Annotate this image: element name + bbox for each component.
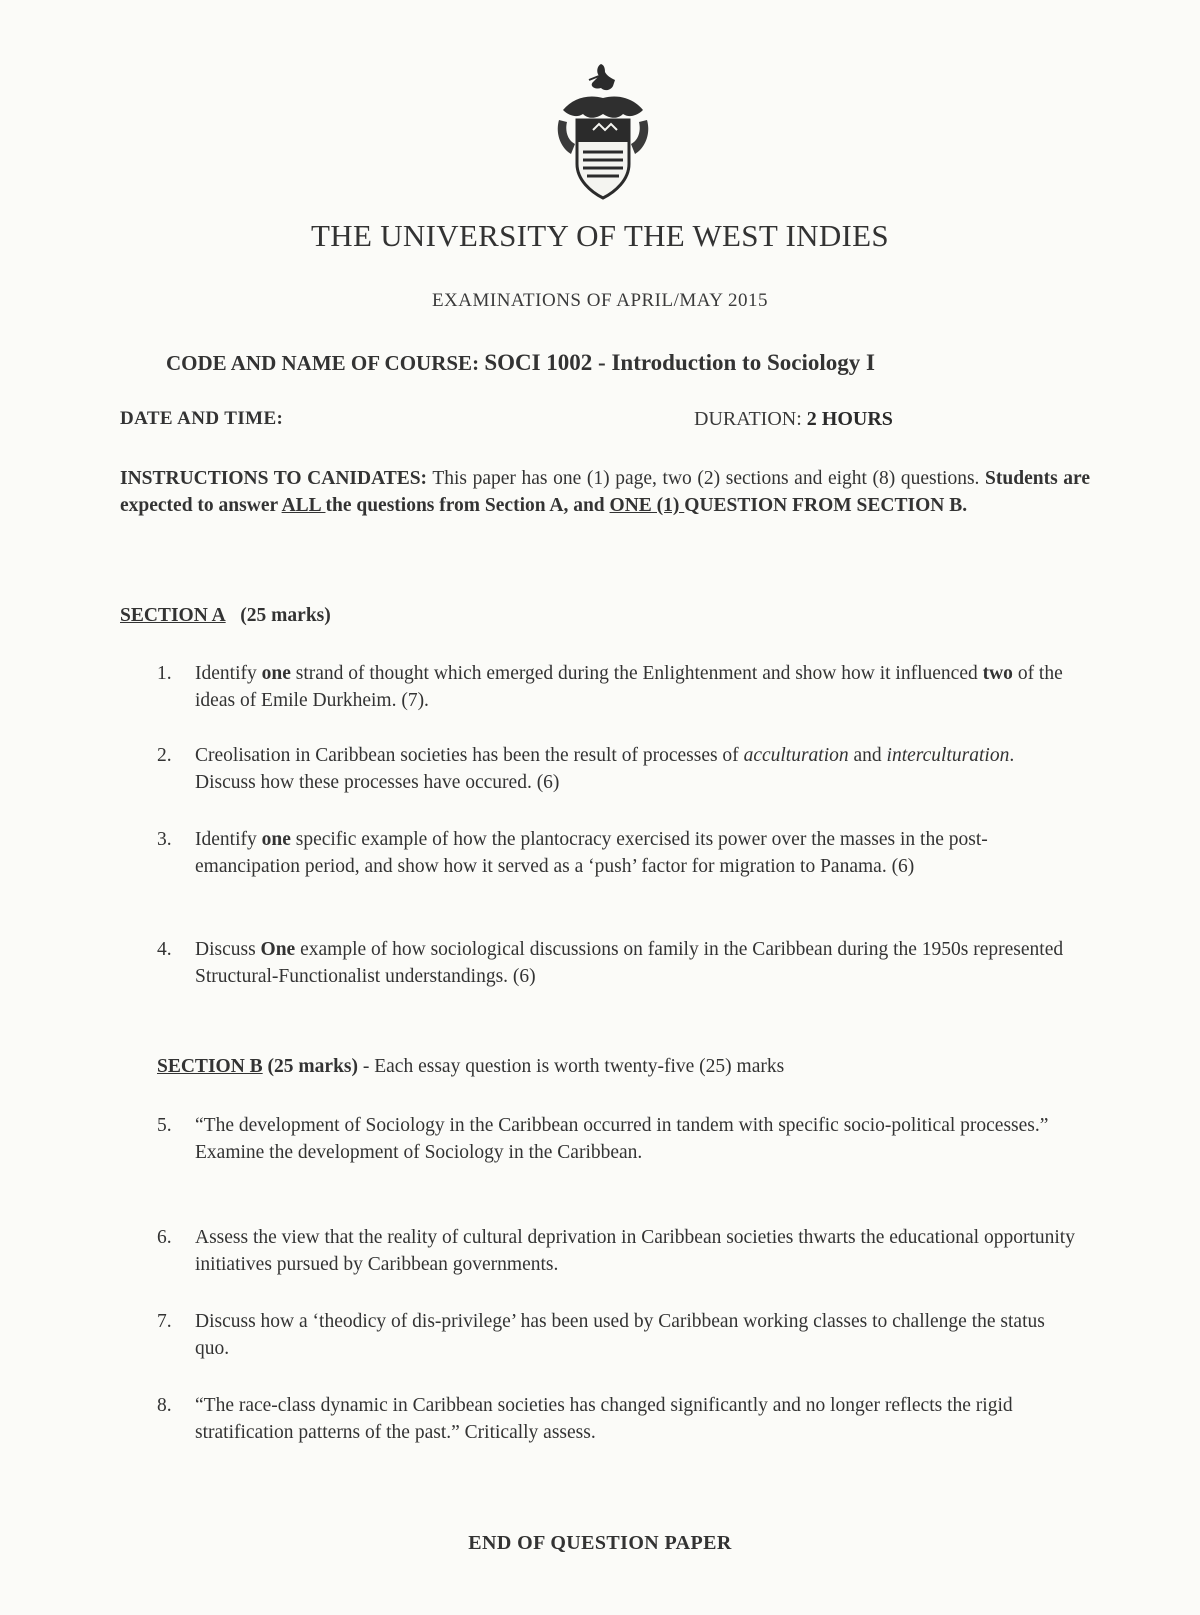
instructions — [120, 465, 1090, 519]
instructions-all: ALL — [281, 495, 326, 516]
section-b-heading — [157, 1056, 784, 1078]
section-a-title: SECTION A — [120, 605, 226, 626]
section-b-marks: (25 marks) — [267, 1056, 358, 1077]
course-line — [166, 350, 875, 376]
question-text: Identify one strand of thought which emerged during the Enlightenment and show how it influenced two of the ideas of Emile Durkheim. (7). — [195, 663, 1063, 711]
instructions-bold: Students are expected to answer — [120, 468, 1090, 516]
question-8 — [157, 1392, 1077, 1446]
question-2 — [157, 742, 1077, 796]
question-1 — [157, 660, 1077, 714]
university-crest-icon — [553, 60, 653, 205]
instructions-bold-2: the questions from Section A, and — [325, 495, 610, 516]
duration — [694, 408, 893, 431]
question-3 — [157, 826, 1077, 880]
question-number: 1. — [157, 663, 172, 684]
course-name: SOCI 1002 - Introduction to Sociology I — [484, 350, 875, 375]
question-text: “The development of Sociology in the Caribbean occurred in tandem with specific socio-political processes.” Examine the development of Sociology in the Caribbean. — [195, 1115, 1049, 1163]
section-b-note: - Each essay question is worth twenty-five (25) marks — [362, 1056, 785, 1077]
question-text: Assess the view that the reality of cultural deprivation in Caribbean societies thwarts the educational opportunity initiatives pursued by Caribbean governments. — [195, 1227, 1075, 1275]
section-b-title: SECTION B — [157, 1056, 263, 1077]
duration-value: 2 HOURS — [806, 408, 893, 430]
question-number: 4. — [157, 939, 172, 960]
question-text: Identify one specific example of how the plantocracy exercised its power over the masses in the post-emancipation period, and show how it served as a ‘push’ factor for migration to Panama. (6) — [195, 829, 988, 877]
instructions-label: INSTRUCTIONS TO CANIDATES: — [120, 468, 428, 489]
question-number: 3. — [157, 829, 172, 850]
section-a-marks: (25 marks) — [240, 605, 331, 626]
instructions-bold-3: QUESTION FROM SECTION B. — [684, 495, 968, 516]
question-number: 6. — [157, 1227, 172, 1248]
question-number: 8. — [157, 1395, 172, 1416]
section-a-heading — [120, 605, 331, 627]
question-text: Creolisation in Caribbean societies has been the result of processes of acculturation and interculturation. Discuss how these processes have occured. (6) — [195, 745, 1015, 793]
question-6 — [157, 1224, 1077, 1278]
question-text: Discuss One example of how sociological discussions on family in the Caribbean during the 1950s represented Structural-Functionalist understandings. (6) — [195, 939, 1064, 987]
question-text: Discuss how a ‘theodicy of dis-privilege’ has been used by Caribbean working classes to challenge the status quo. — [195, 1311, 1045, 1359]
exam-session: EXAMINATIONS OF APRIL/MAY 2015 — [431, 290, 769, 311]
question-number: 2. — [157, 745, 172, 766]
instructions-text: This paper has one (1) page, two (2) sections and eight (8) questions. — [427, 468, 986, 489]
date-label: DATE AND TIME: — [120, 408, 284, 429]
university-name: THE UNIVERSITY OF THE WEST INDIES — [311, 218, 889, 253]
question-4 — [157, 936, 1077, 990]
end-of-paper: END OF QUESTION PAPER — [468, 1532, 732, 1554]
instructions-one: ONE (1) — [609, 495, 685, 516]
duration-label: DURATION: — [694, 408, 802, 430]
question-text: “The race-class dynamic in Caribbean societies has changed significantly and no longer reflects the rigid stratification patterns of the past.” Critically assess. — [195, 1395, 1013, 1443]
question-number: 7. — [157, 1311, 172, 1332]
course-label: CODE AND NAME OF COURSE: — [166, 351, 480, 375]
question-7 — [157, 1308, 1077, 1362]
question-number: 5. — [157, 1115, 172, 1136]
question-5 — [157, 1112, 1077, 1166]
